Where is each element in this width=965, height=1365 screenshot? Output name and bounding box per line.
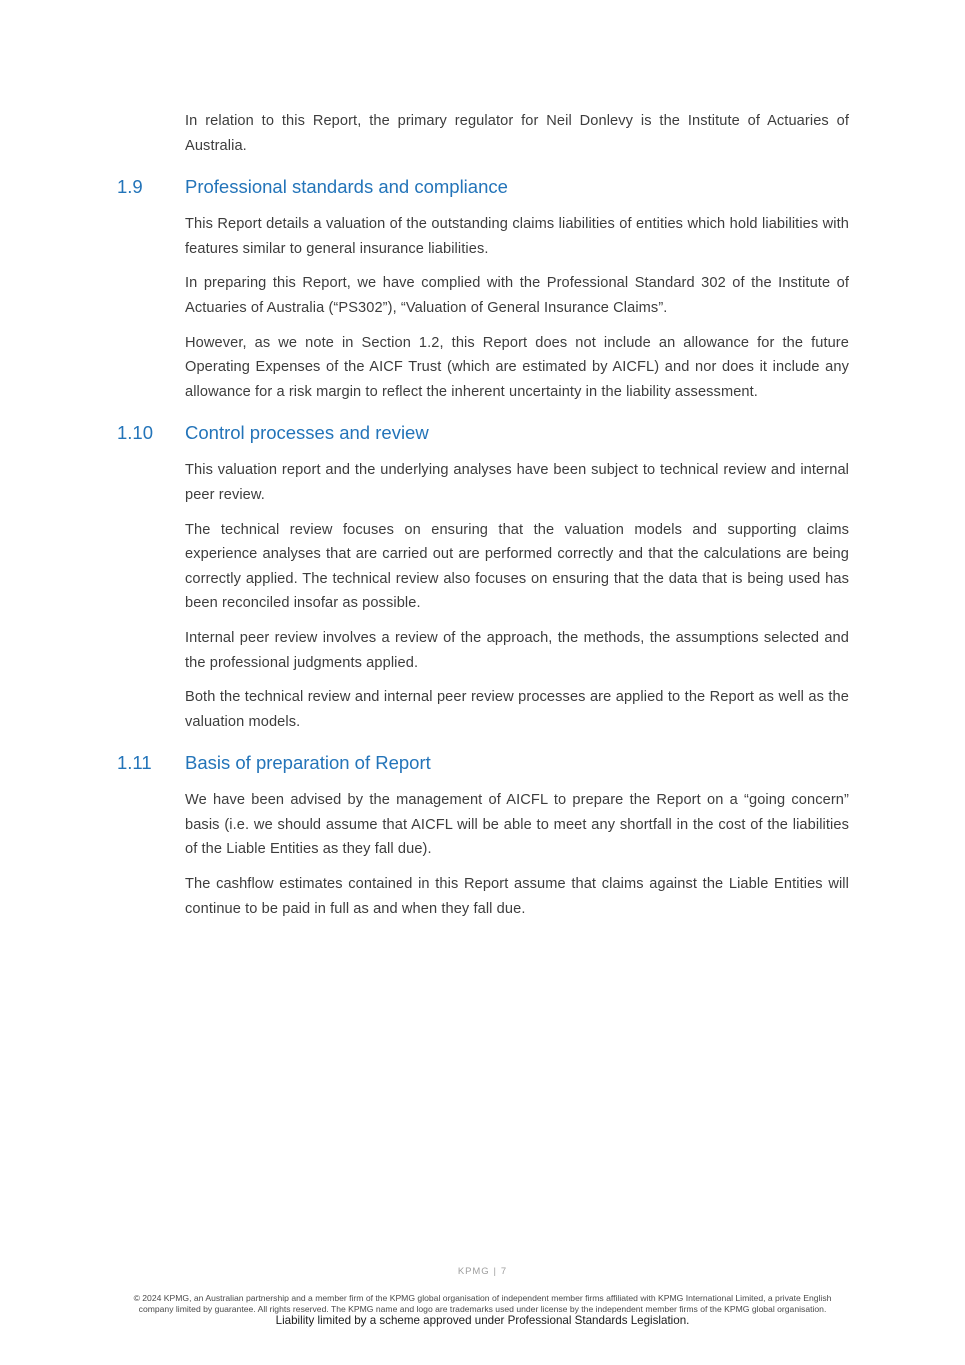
paragraph: Internal peer review involves a review of the approach, the methods, the assumptions selected and the professional judgments applied. [185,629,849,671]
paragraph: We have been advised by the management of AICFL to prepare the Report on a “going concern” basis (i.e. we should assume that AICFL will be able to meet any shortfall in the cost of the liabilities of the Liable Entities as they fall due). [185,792,849,858]
section-basis-of-preparation [117,751,849,921]
footer-separator: | [493,1266,497,1277]
section-number: 1.10 [117,422,154,444]
section-heading [117,751,849,774]
section-number: 1.9 [117,176,143,198]
paragraph: This valuation report and the underlying analyses have been subject to technical review and internal peer review. [185,462,849,503]
paragraph: Both the technical review and internal peer review processes are applied to the Report as well as the valuation models. [185,689,849,730]
intro-paragraph: In relation to this Report, the primary regulator for Neil Donlevy is the Institute of Actuaries of Australia. [185,113,849,154]
section-professional-standards [117,175,849,404]
paragraph: However, as we note in Section 1.2, this Report does not include an allowance for the future Operating Expenses of the AICF Trust (which are estimated by AICFL) and nor does it include any allowance for a risk margin to reflect the inherent uncertainty in the liability assessment. [185,334,849,400]
section-title: Professional standards and compliance [185,176,508,198]
paragraph: The technical review focuses on ensuring that the valuation models and supporting claims experience analyses that are carried out are performed correctly and that the calculations are being correctly applied. The technical review also focuses on ensuring that the data that is being used has been reconciled insofar as possible. [185,521,849,612]
document-body [117,109,849,931]
paragraph: The cashflow estimates contained in this Report assume that claims against the Liable Entities will continue to be paid in full as and when they fall due. [185,876,849,917]
footer-brand: KPMG [457,1266,490,1277]
liability-note: Liability limited by a scheme approved under Professional Standards Legislation. [275,1314,690,1327]
paragraph: This Report details a valuation of the outstanding claims liabilities of entities which hold liabilities with features similar to general insurance liabilities. [185,216,849,257]
section-title: Basis of preparation of Report [185,752,431,774]
disclaimer-line-1: © 2024 KPMG, an Australian partnership and a member firm of the KPMG global organisation of independent member firms affiliated with KPMG International Limited, a private English [133,1293,832,1303]
section-heading [117,421,849,444]
disclaimer-line-2: company limited by guarantee. All rights reserved. The KPMG name and logo are trademarks used under license by the independent member firms of the KPMG global organisation. [138,1304,827,1315]
page-number: 7 [500,1266,508,1277]
section-control-processes [117,421,849,734]
section-heading [117,175,849,198]
footer-disclaimer [0,1293,965,1316]
section-title: Control processes and review [185,422,429,444]
section-number: 1.11 [117,752,152,774]
footer-page-number [0,1266,965,1277]
paragraph: In preparing this Report, we have complied with the Professional Standard 302 of the Institute of Actuaries of Australia (“PS302”), “Valuation of General Insurance Claims”. [185,275,849,316]
